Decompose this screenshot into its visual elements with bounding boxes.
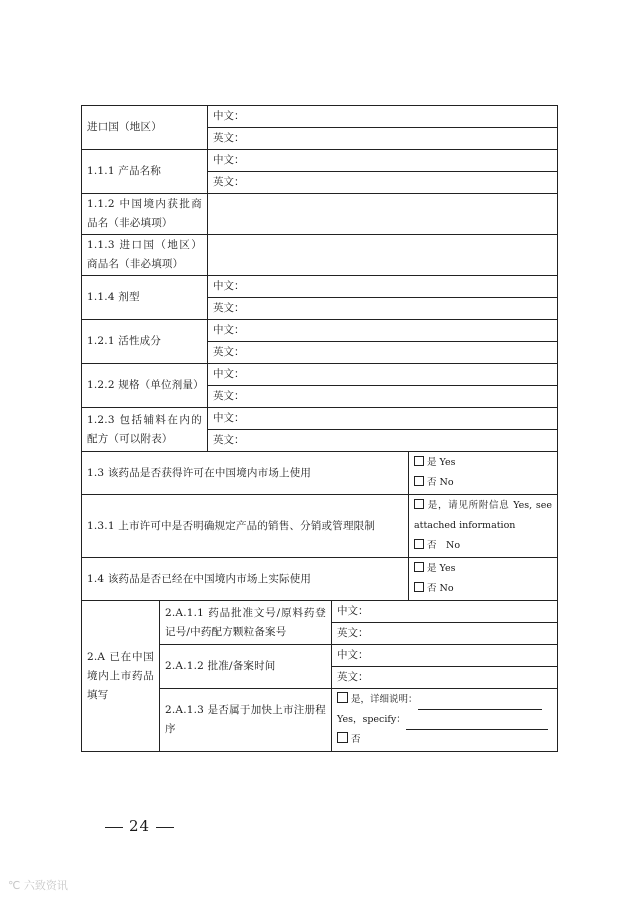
q131-no-text: 否 No [427, 540, 461, 551]
import-trade-name-label: 1.1.3 进口国（地区）商品名（非必填项） [82, 235, 208, 276]
strength-label: 1.2.2 规格（单位剂量） [82, 364, 208, 408]
dosage-form-label: 1.1.4 剂型 [82, 276, 208, 320]
s2a-r3-options [332, 689, 558, 752]
checkbox-icon[interactable] [414, 539, 424, 549]
checkbox-icon[interactable] [414, 582, 424, 592]
active-ingredient-en-field[interactable] [208, 342, 558, 364]
strength-en-field[interactable] [208, 386, 558, 408]
cn-trade-name-field[interactable] [208, 194, 558, 235]
dosage-form-zh-field[interactable] [208, 276, 558, 298]
checkbox-icon[interactable] [414, 562, 424, 572]
q131-no-option[interactable] [414, 536, 552, 556]
q14-options [409, 558, 558, 601]
s2a-r2-zh-field[interactable] [332, 645, 558, 667]
s2a-r1-zh-field[interactable] [332, 601, 558, 623]
strength-en-label: 英文： [213, 390, 245, 402]
q14-yes-text: 是 Yes [427, 563, 456, 574]
q131-question: 1.3.1 上市许可中是否明确规定产品的销售、分销或管理限制 [82, 495, 409, 558]
page-number: 24 [129, 817, 151, 835]
country-row-zh [82, 106, 558, 128]
import-drug-form [81, 105, 558, 752]
q131-yes-text: 是，请见所附信息 Yes, see attached information [414, 500, 553, 531]
s2a-r3-specify-text: Yes，specify： [337, 714, 406, 725]
import-trade-name-field[interactable] [208, 235, 558, 276]
s2a-r1-label: 2.A.1.1 药品批准文号/原料药登记号/中药配方颗粒备案号 [160, 601, 332, 645]
import-trade-name-row [82, 235, 558, 276]
formula-label: 1.2.3 包括辅料在内的配方（可以附表） [82, 408, 208, 452]
s2a-r3-label: 2.A.1.3 是否属于加快上市注册程序 [160, 689, 332, 752]
cn-trade-name-row [82, 194, 558, 235]
product-name-label: 1.1.1 产品名称 [82, 150, 208, 194]
product-name-zh-label: 中文： [213, 154, 245, 166]
strength-zh-label: 中文： [213, 368, 245, 380]
checkbox-icon[interactable] [414, 456, 424, 466]
watermark-text: 六致资讯 [23, 879, 68, 892]
cn-trade-name-label: 1.1.2 中国境内获批商品名（非必填项） [82, 194, 208, 235]
q14-no-text: 否 No [427, 583, 454, 594]
q14-no-option[interactable] [414, 579, 552, 599]
strength-zh-field[interactable] [208, 364, 558, 386]
country-zh-field[interactable] [208, 106, 558, 128]
q13-options [409, 452, 558, 495]
product-name-en-label: 英文： [213, 176, 245, 188]
checkbox-icon[interactable] [337, 732, 348, 743]
dosage-form-en-field[interactable] [208, 298, 558, 320]
dosage-form-en-label: 英文： [213, 302, 245, 314]
dosage-form-row-zh [82, 276, 558, 298]
s2a-r3-yes-line [337, 690, 552, 710]
q14-question: 1.4 该药品是否已经在中国境内市场上实际使用 [82, 558, 409, 601]
q13-yes-text: 是 Yes [427, 457, 456, 468]
watermark-icon: ℃ [8, 879, 21, 892]
formula-zh-field[interactable] [208, 408, 558, 430]
detail-input-line[interactable] [418, 697, 542, 710]
s2a-r1-zh-label: 中文： [337, 605, 369, 617]
s2a-r3-no-text: 否 [351, 734, 361, 745]
formula-zh-label: 中文： [213, 412, 245, 424]
checkbox-icon[interactable] [414, 476, 424, 486]
active-ingredient-zh-field[interactable] [208, 320, 558, 342]
s2a-r2-en-field[interactable] [332, 667, 558, 689]
section-2a-label: 2.A 已在中国境内上市药品填写 [82, 601, 160, 752]
q131-options [409, 495, 558, 558]
specify-input-line[interactable] [406, 717, 548, 730]
q13-no-option[interactable] [414, 473, 552, 493]
s2a-r1-en-label: 英文： [337, 627, 369, 639]
s2a-r2-label: 2.A.1.2 批准/备案时间 [160, 645, 332, 689]
active-ingredient-label: 1.2.1 活性成分 [82, 320, 208, 364]
watermark [8, 877, 68, 893]
q13-yes-option[interactable] [414, 453, 552, 473]
product-name-row-zh [82, 150, 558, 172]
dosage-form-zh-label: 中文： [213, 280, 245, 292]
formula-en-label: 英文： [213, 434, 245, 446]
active-ingredient-zh-label: 中文： [213, 324, 245, 336]
s2a-r3-yes-detail-text: 是，详细说明： [351, 694, 418, 705]
active-ingredient-en-label: 英文： [213, 346, 245, 358]
s2a-r2-en-label: 英文： [337, 671, 369, 683]
q13-row [82, 452, 558, 495]
active-ingredient-row-zh [82, 320, 558, 342]
formula-en-field[interactable] [208, 430, 558, 452]
checkbox-icon[interactable] [337, 692, 348, 703]
strength-row-zh [82, 364, 558, 386]
page-footer [99, 817, 180, 835]
country-en-field[interactable] [208, 128, 558, 150]
s2a-r1-en-field[interactable] [332, 623, 558, 645]
s2a-r1-row-zh [82, 601, 558, 623]
country-label: 进口国（地区） [82, 106, 208, 150]
q14-row [82, 558, 558, 601]
s2a-r3-specify-line [337, 710, 552, 730]
formula-row-zh [82, 408, 558, 430]
checkbox-icon[interactable] [414, 499, 424, 509]
q14-yes-option[interactable] [414, 559, 552, 579]
dash-left [105, 827, 123, 828]
q131-yes-option[interactable] [414, 496, 552, 536]
q13-no-text: 否 No [427, 477, 454, 488]
country-en-label: 英文： [213, 132, 245, 144]
product-name-en-field[interactable] [208, 172, 558, 194]
s2a-r2-zh-label: 中文： [337, 649, 369, 661]
dash-right [156, 827, 174, 828]
q13-question: 1.3 该药品是否获得许可在中国境内市场上使用 [82, 452, 409, 495]
q131-row [82, 495, 558, 558]
country-zh-label: 中文： [213, 110, 245, 122]
s2a-r3-no-option[interactable] [337, 730, 552, 750]
product-name-zh-field[interactable] [208, 150, 558, 172]
